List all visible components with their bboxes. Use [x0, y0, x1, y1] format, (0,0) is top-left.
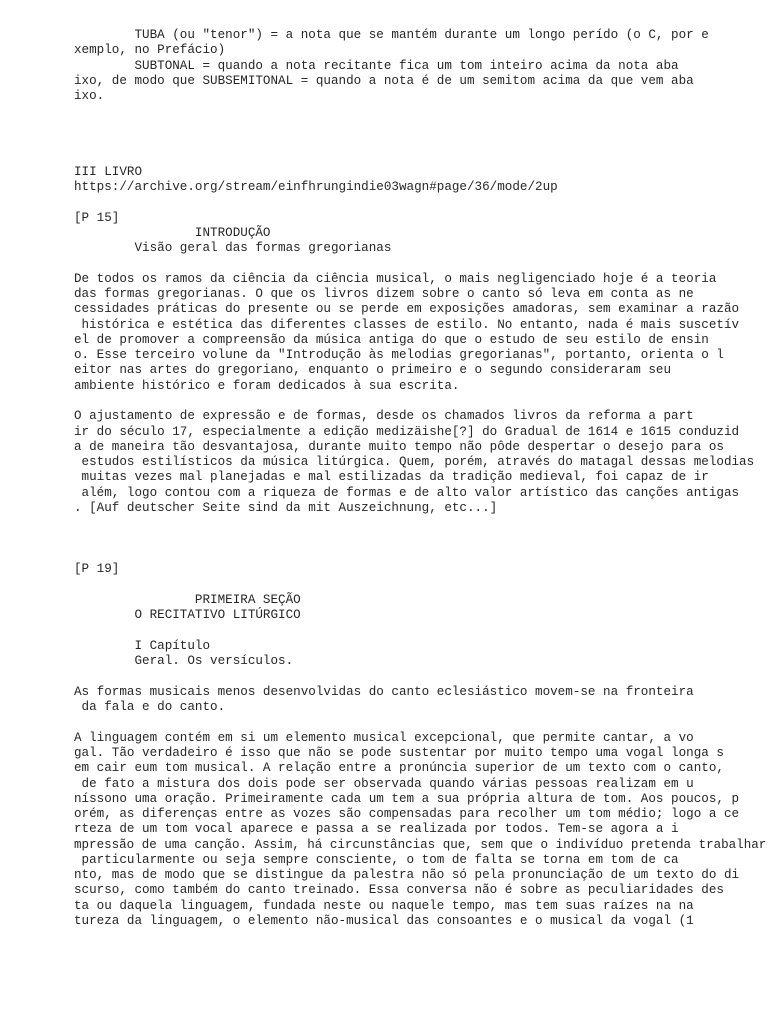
text-line: O ajustamento de expressão e de formas, desde os chamados livros da reforma a part	[74, 409, 694, 423]
text-line: gal. Tão verdadeiro é isso que não se pode sustentar por muito tempo uma vogal longa s	[74, 746, 724, 760]
text-line: mpressão de uma canção. Assim, há circunstâncias que, sem que o indivíduo pretenda trabalhar	[74, 838, 767, 852]
text-line: histórica e estética das diferentes classes de estilo. No entanto, nada é mais suscetív	[74, 318, 740, 332]
text-line: muitas vezes mal planejadas e mal estilizadas da tradição medieval, foi capaz de ir	[74, 470, 709, 484]
text-line: A linguagem contém em si um elemento musical excepcional, que permite cantar, a vo	[74, 731, 694, 745]
text-line: ixo.	[74, 89, 105, 103]
text-line: o. Esse terceiro volune da "Introdução às melodias gregorianas", portanto, orienta o l	[74, 348, 724, 362]
text-line: cessidades práticas do presente ou se perde em exposições amadoras, sem examinar a razão	[74, 302, 740, 316]
text-line: tureza da linguagem, o elemento não-musical das consoantes e o musical da vogal (1	[74, 914, 694, 928]
text-line: SUBTONAL = quando a nota recitante fica um tom inteiro acima da nota aba	[74, 59, 679, 73]
section-heading: III LIVRO	[74, 165, 143, 179]
text-line: em cair eum tom musical. A relação entre a pronúncia superior de um texto com o canto,	[74, 761, 724, 775]
text-line: a de maneira tão desvantajosa, durante muito tempo não pôde despertar o desejo para os	[74, 440, 724, 454]
text-line: ir do século 17, especialmente a edição medizäishe[?] do Gradual de 1614 e 1615 conduzid	[74, 425, 740, 439]
chapter-subtitle: Visão geral das formas gregorianas	[74, 241, 392, 255]
text-line: de fato a mistura dos dois pode ser observada quando várias pessoas realizam em u	[74, 777, 694, 791]
text-line: scurso, como também do canto treinado. Essa conversa não é sobre as peculiaridades des	[74, 883, 724, 897]
chapter-title: I Capítulo	[74, 639, 211, 653]
text-line: níssono uma oração. Primeiramente cada um tem a sua própria altura de tom. Aos poucos, p	[74, 792, 740, 806]
text-line: De todos os ramos da ciência da ciência musical, o mais negligenciado hoje é a teoria	[74, 272, 717, 286]
text-line: TUBA (ou "tenor") = a nota que se mantém durante um longo perído (o C, por e	[74, 28, 709, 42]
text-line: orém, as diferenças entre as vozes são compensadas para recolher um tom médio; logo a ce	[74, 807, 740, 821]
source-link: https://archive.org/stream/einfhrungindie03wagn#page/36/mode/2up	[74, 180, 558, 194]
text-line: particularmente ou seja sempre consciente, o tom de falta se torna em tom de ca	[74, 853, 679, 867]
text-line: da fala e do canto.	[74, 700, 226, 714]
text-line: ambiente histórico e foram dedicados à sua escrita.	[74, 379, 460, 393]
page-marker: [P 19]	[74, 562, 120, 576]
page-marker: [P 15]	[74, 211, 120, 225]
text-line: das formas gregorianas. O que os livros dizem sobre o canto só leva em conta as ne	[74, 287, 694, 301]
text-line: el de promover a compreensão da música antiga do que o estudo de seu estilo de ensin	[74, 333, 709, 347]
section-title: PRIMEIRA SEÇÃO	[74, 593, 301, 607]
text-line: As formas musicais menos desenvolvidas do canto eclesiástico movem-se na fronteira	[74, 685, 694, 699]
text-line: . [Auf deutscher Seite sind da mit Auszeichnung, etc...]	[74, 501, 498, 515]
chapter-subtitle: Geral. Os versículos.	[74, 654, 294, 668]
text-line: estudos estilísticos da música litúrgica. Quem, porém, através do matagal dessas melodias	[74, 455, 755, 469]
text-line: nto, mas de modo que se distingue da palestra não só pela pronunciação de um texto do di	[74, 868, 740, 882]
section-subtitle: O RECITATIVO LITÚRGICO	[74, 608, 301, 622]
text-line: rteza de um tom vocal aparece e passa a se realizada por todos. Tem-se agora a i	[74, 822, 679, 836]
text-line: ta ou daquela linguagem, fundada neste ou naquele tempo, mas tem suas raízes na na	[74, 899, 694, 913]
text-line: ixo, de modo que SUBSEMITONAL = quando a nota é de um semitom acima da que vem aba	[74, 74, 694, 88]
text-line: além, logo contou com a riqueza de formas e de alto valor artístico das canções antigas	[74, 486, 740, 500]
text-line: eitor nas artes do gregoriano, enquanto o primeiro e o segundo consideraram seu	[74, 363, 672, 377]
text-line: xemplo, no Prefácio)	[74, 43, 226, 57]
chapter-title: INTRODUÇÃO	[74, 226, 271, 240]
